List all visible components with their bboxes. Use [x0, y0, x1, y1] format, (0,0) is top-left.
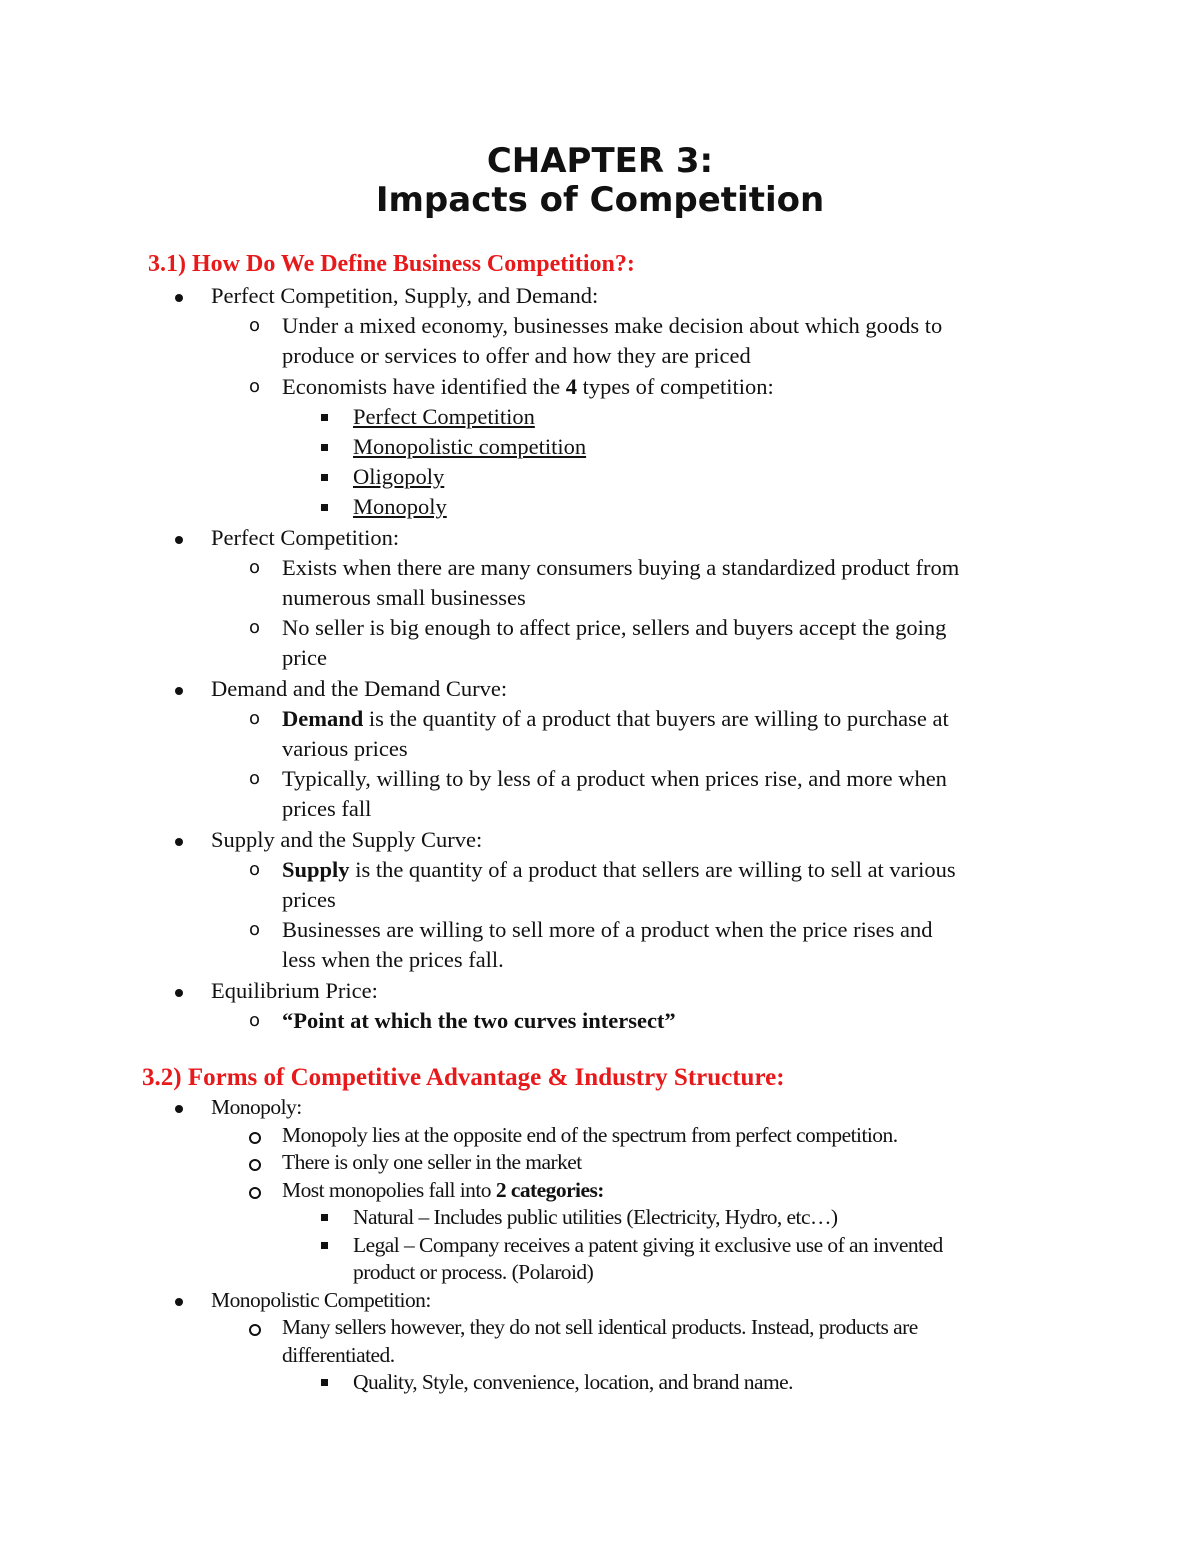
circle-bullet-icon: o	[249, 617, 261, 639]
circle-bullet-icon: o	[249, 1009, 261, 1031]
list-item: Perfect Competition:	[0, 523, 1200, 553]
list-item-type: Oligopoly	[0, 462, 1200, 492]
bullet-icon	[175, 294, 183, 302]
circle-bullet-icon: o	[249, 556, 261, 578]
list-item: Legal – Company receives a patent giving it exclusive use of an invented product or process. (Polaroid)	[0, 1232, 1200, 1287]
list-item: Perfect Competition, Supply, and Demand:	[0, 281, 1200, 311]
list-item: Monopolistic Competition:	[0, 1287, 1200, 1315]
bullet-icon	[175, 1105, 183, 1113]
circle-bullet-icon: o	[249, 315, 261, 337]
square-bullet-icon	[321, 504, 328, 511]
square-bullet-icon	[321, 444, 328, 451]
list-item: Monopoly:	[0, 1094, 1200, 1122]
list-item: o Demand is the quantity of a product that buyers are willing to purchase at various prices	[249, 705, 949, 762]
circle-bullet-icon: o	[249, 707, 261, 729]
circle-bullet-icon: o	[249, 768, 261, 790]
list-item-type: Monopolistic competition	[0, 432, 1200, 462]
circle-bullet-icon	[249, 1187, 261, 1199]
circle-bullet-icon: o	[249, 858, 261, 880]
list-item: o Typically, willing to by less of a product when prices rise, and more when prices fall	[249, 766, 947, 822]
bullet-icon	[175, 989, 183, 997]
list-item: Most monopolies fall into 2 categories:	[0, 1177, 1200, 1205]
square-bullet-icon	[321, 1214, 328, 1221]
section-1-heading: 3.1) How Do We Define Business Competition?:	[148, 251, 635, 277]
section-2-list	[0, 1094, 1200, 1397]
bullet-icon	[175, 838, 183, 846]
square-bullet-icon	[321, 474, 328, 481]
list-item-type: Perfect Competition	[0, 402, 1200, 432]
square-bullet-icon	[321, 1242, 328, 1249]
list-item: o Under a mixed economy, businesses make decision about which goods to produce or services to offer and how they are priced	[249, 313, 943, 369]
list-item: o Businesses are willing to sell more of a product when the price rises and less when the prices fall.	[249, 917, 933, 973]
circle-bullet-icon	[249, 1159, 261, 1171]
square-bullet-icon	[321, 414, 328, 421]
bullet-icon	[175, 687, 183, 695]
list-item: Quality, Style, convenience, location, and brand name.	[0, 1369, 1200, 1397]
bullet-icon	[175, 1298, 183, 1306]
section-1-list	[0, 281, 1200, 1036]
list-item: o Supply is the quantity of a product that sellers are willing to sell at various prices	[249, 856, 956, 913]
list-item: Many sellers however, they do not sell identical products. Instead, products are differentiated.	[0, 1314, 1200, 1369]
list-item: Demand and the Demand Curve:	[0, 674, 1200, 704]
bullet-icon	[175, 536, 183, 544]
list-item: There is only one seller in the market	[0, 1149, 1200, 1177]
chapter-label: CHAPTER 3:	[486, 141, 714, 181]
circle-bullet-icon	[249, 1324, 261, 1336]
section-2-heading: 3.2) Forms of Competitive Advantage & Industry Structure:	[142, 1064, 785, 1091]
list-item: o “Point at which the two curves intersect”	[0, 1006, 1200, 1036]
circle-bullet-icon: o	[249, 919, 261, 941]
circle-bullet-icon	[249, 1132, 261, 1144]
list-item: Supply and the Supply Curve:	[0, 825, 1200, 855]
list-item-type: Monopoly	[0, 492, 1200, 522]
list-item: Equilibrium Price:	[0, 976, 1200, 1006]
list-item: Monopoly lies at the opposite end of the spectrum from perfect competition.	[0, 1122, 1200, 1150]
list-item: o No seller is big enough to affect price, sellers and buyers accept the going price	[249, 615, 947, 671]
list-item: Natural – Includes public utilities (Electricity, Hydro, etc…)	[0, 1204, 1200, 1232]
circle-bullet-icon: o	[249, 375, 261, 397]
list-item: o Economists have identified the 4 types of competition:	[0, 372, 1200, 402]
square-bullet-icon	[321, 1379, 328, 1386]
chapter-title: Impacts of Competition	[375, 180, 825, 220]
list-item: o Exists when there are many consumers buying a standardized product from numerous small businesses	[249, 554, 960, 611]
